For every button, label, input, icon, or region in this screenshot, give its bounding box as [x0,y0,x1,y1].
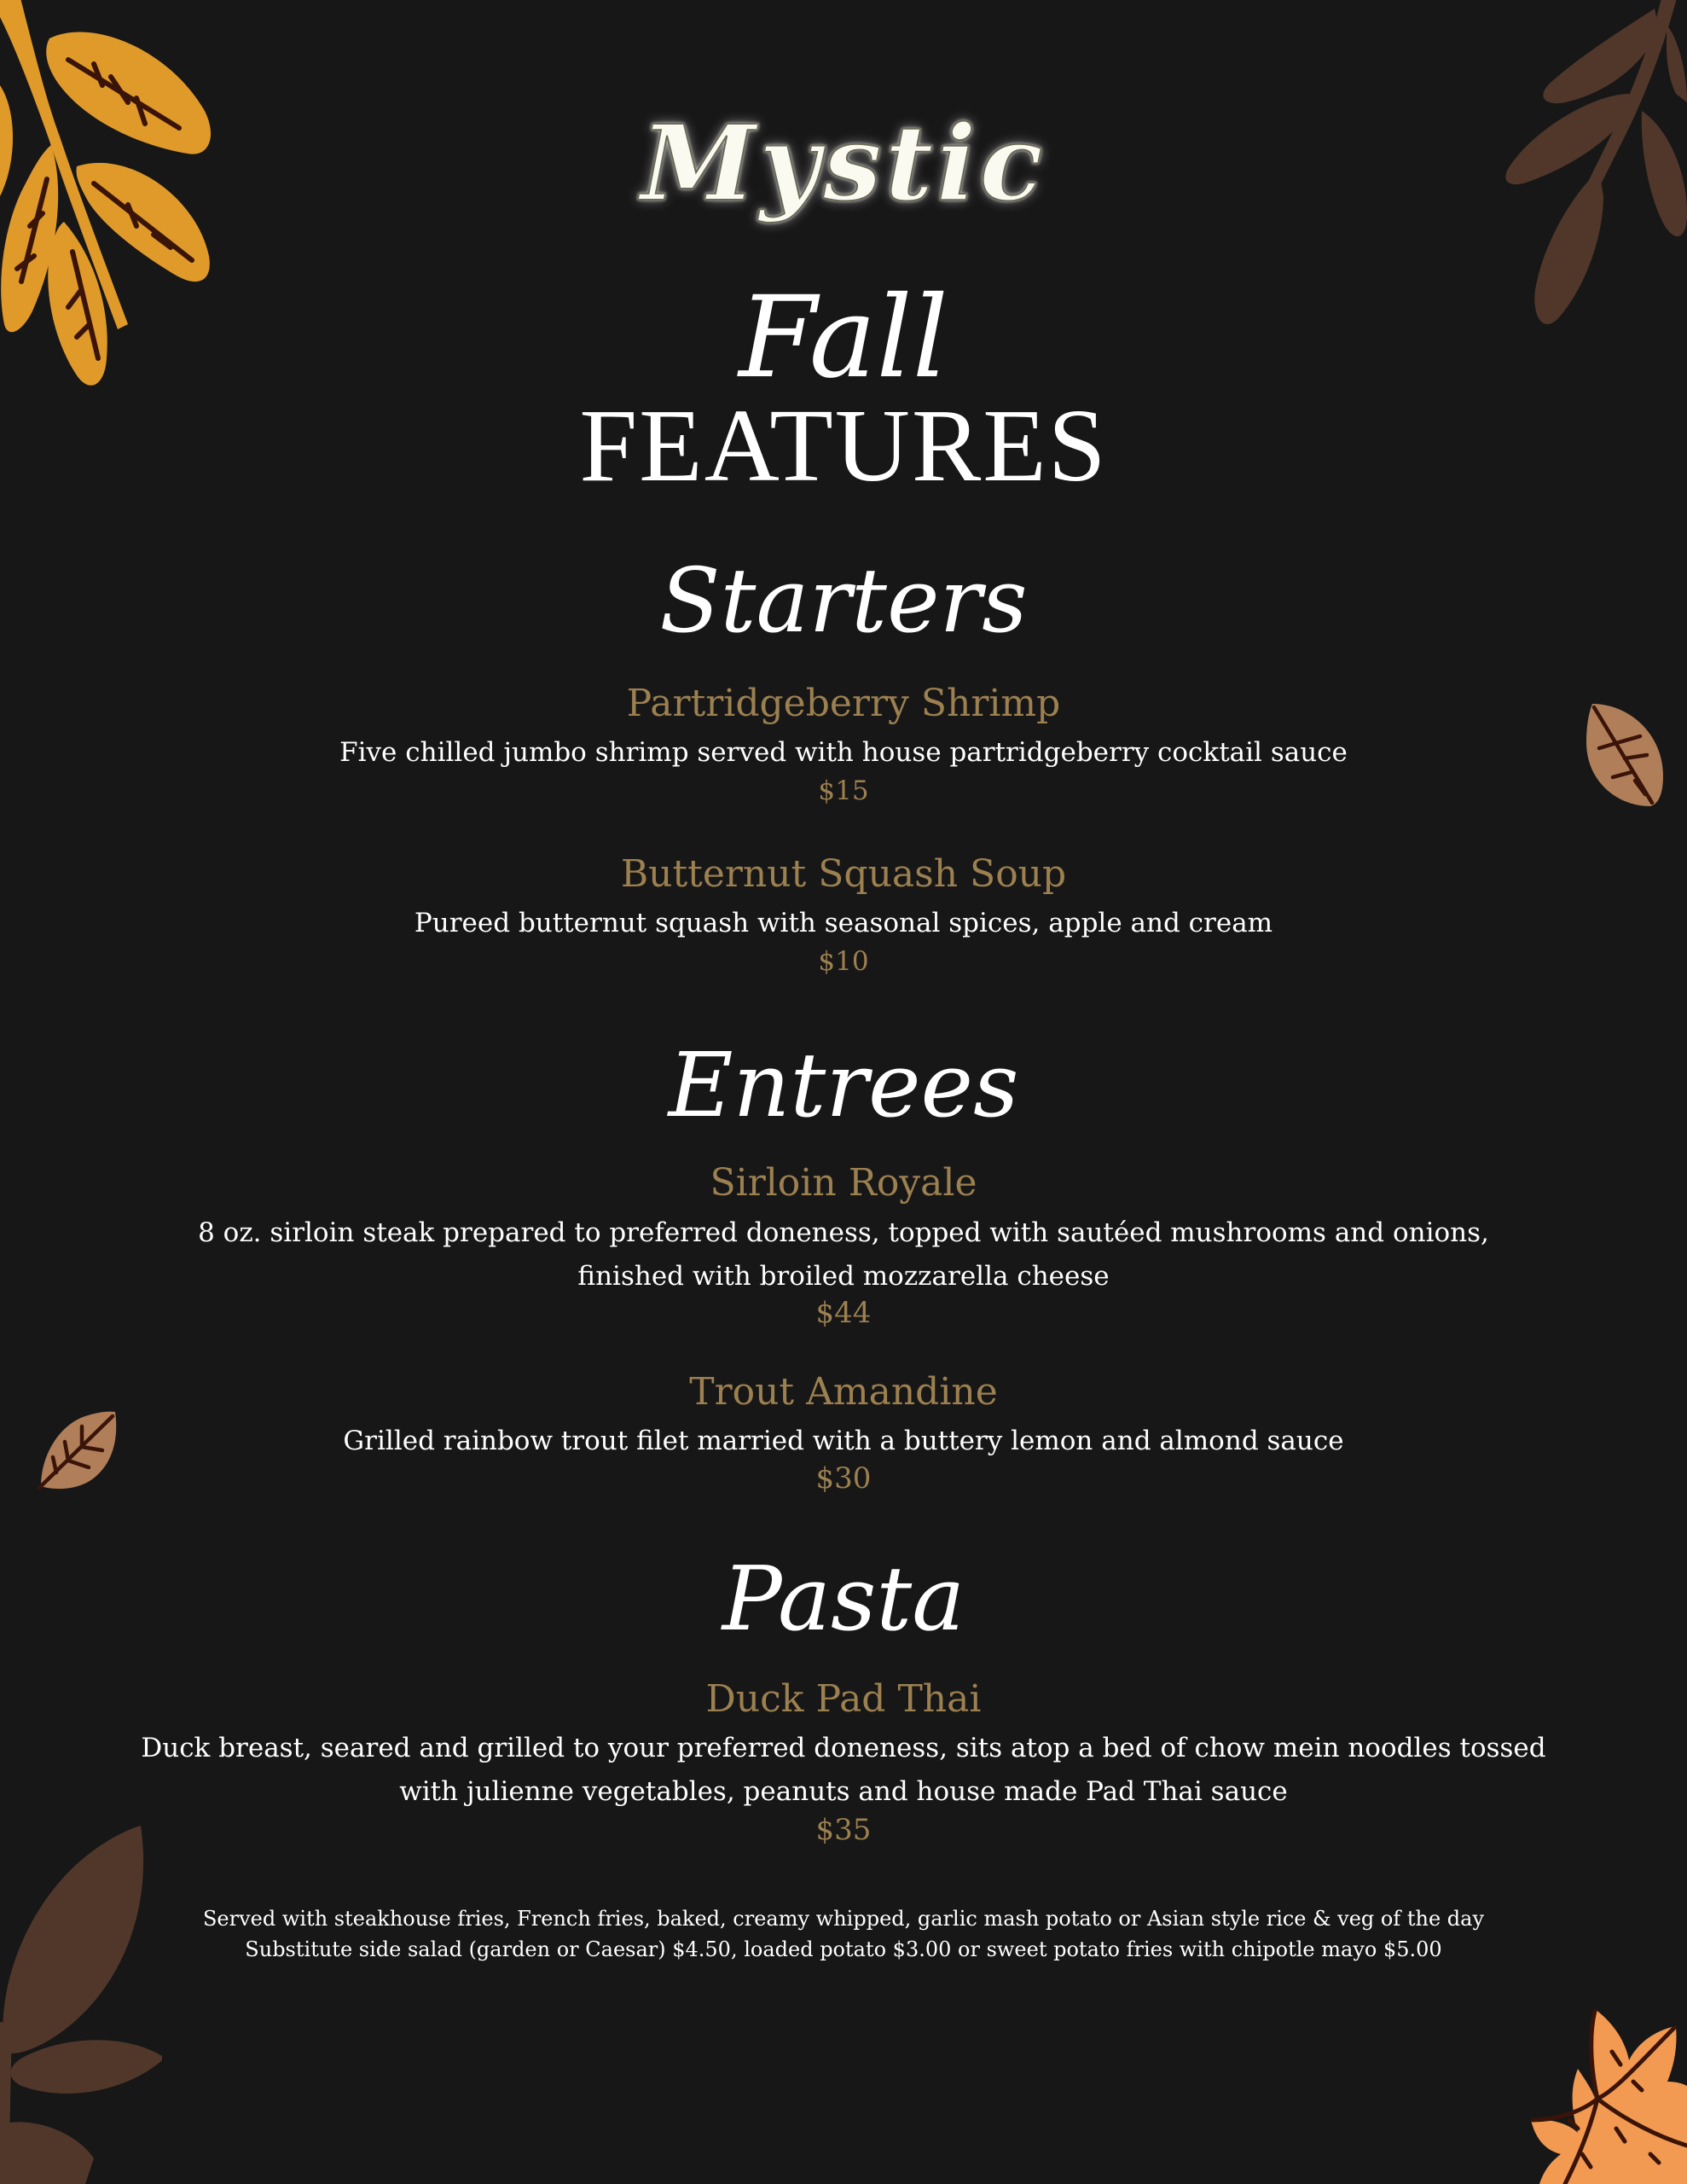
menu-item-description [154,1211,1533,1298]
brand-logo: Mystic [641,102,1046,224]
sides-note [171,1903,1516,1965]
menu-item-price: $15 [818,775,869,806]
menu-item-price: $35 [815,1813,872,1847]
menu-item-price: $30 [815,1461,872,1496]
menu-item-name: Trout Amandine [689,1370,998,1414]
description-line: finished with broiled mozzarella cheese [577,1261,1110,1292]
description-line: Duck breast, seared and grilled to your preferred doneness, sits atop a bed of chow mein noodles tossed [141,1733,1546,1763]
orange-maple-leaf-icon [1531,2001,1687,2184]
menu-item-description: Pureed butternut squash with seasonal spices, apple and cream [414,908,1273,938]
menu-item-name: Partridgeberry Shrimp [626,682,1061,725]
brown-leaf-branch-icon [0,1817,171,2184]
menu-item-description: Grilled rainbow trout filet married with a buttery lemon and almond sauce [343,1426,1344,1456]
menu-item-name: Sirloin Royale [710,1161,977,1205]
menu-item-name: Duck Pad Thai [705,1677,982,1721]
sides-note-line: Served with steakhouse fries, French fries, baked, creamy whipped, garlic mash potato or Asian style rice & veg of the day [202,1907,1485,1931]
section-title-entrees: Entrees [668,1033,1019,1137]
section-title-pasta: Pasta [722,1547,965,1651]
menu-item-description: Five chilled jumbo shrimp served with house partridgeberry cocktail sauce [339,737,1348,768]
menu-item-description [128,1727,1559,1814]
menu-title: FEATURES [579,388,1108,503]
description-line: 8 oz. sirloin steak prepared to preferred doneness, topped with sautéed mushrooms and onions, [198,1217,1489,1248]
section-title-starters: Starters [659,549,1028,653]
substitution-note-line: Substitute side salad (garden or Caesar) $4.50, loaded potato $3.00 or sweet potato fries with chipotle mayo $5.00 [245,1937,1442,1961]
menu-item-name: Butternut Squash Soup [620,852,1067,896]
menu-title-script: Fall [739,272,948,404]
menu-item-price: $10 [818,946,869,977]
menu-item-price: $44 [815,1296,872,1330]
description-line: with julienne vegetables, peanuts and house made Pad Thai sauce [399,1776,1288,1807]
